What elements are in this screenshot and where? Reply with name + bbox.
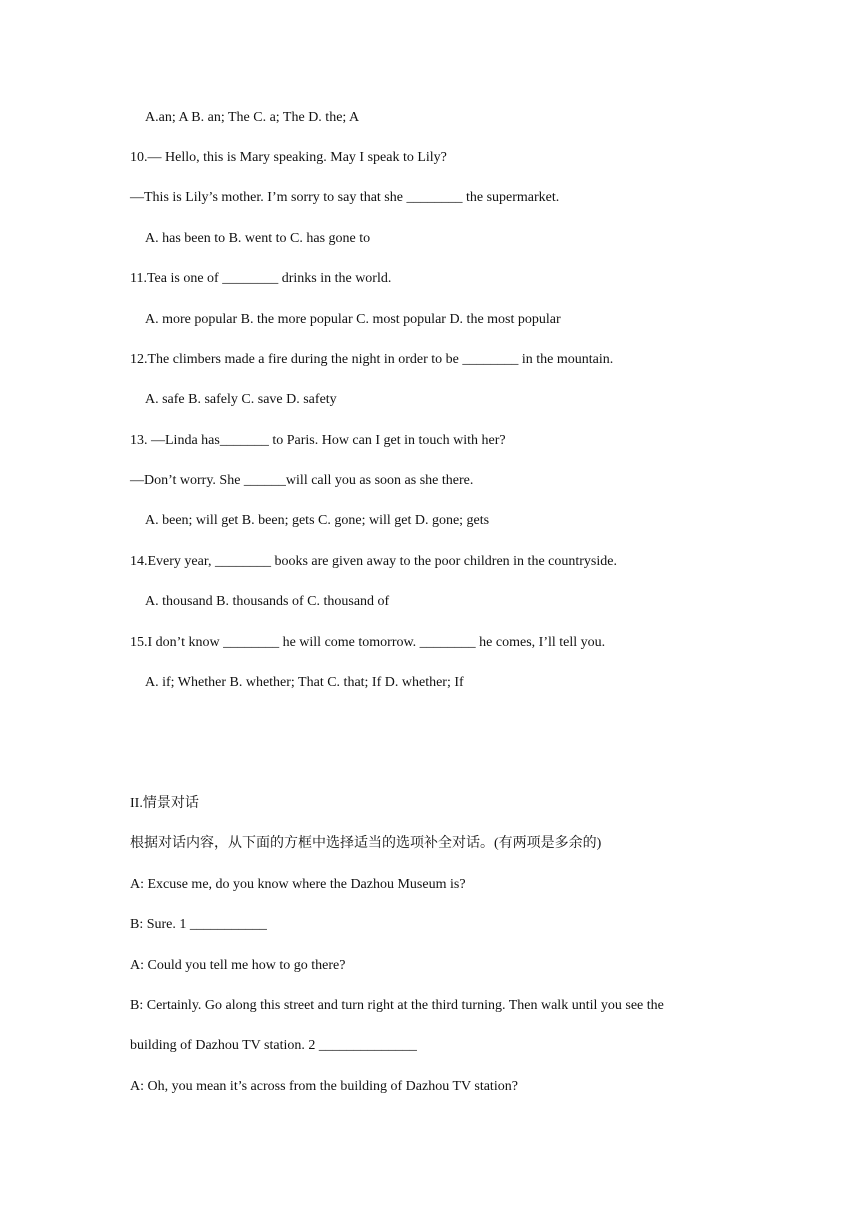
- answer-options-14: A. thousand B. thousands of C. thousand of: [145, 594, 390, 609]
- answer-options-13: A. been; will get B. been; gets C. gone; will get D. gone; gets: [145, 513, 490, 528]
- dialogue-line-6: A: Oh, you mean it’s across from the building of Dazhou TV station?: [130, 1079, 518, 1094]
- answer-options-11: A. more popular B. the more popular C. most popular D. the most popular: [145, 312, 561, 327]
- question-15: 15.I don’t know ________ he will come tomorrow. ________ he comes, I’ll tell you.: [130, 635, 606, 650]
- answer-options-10: A. has been to B. went to C. has gone to: [145, 231, 371, 246]
- question-12: 12.The climbers made a fire during the night in order to be ________ in the mountain.: [130, 352, 614, 367]
- question-13-line-1: 13. —Linda has_______ to Paris. How can I get in touch with her?: [130, 433, 506, 448]
- question-14: 14.Every year, ________ books are given away to the poor children in the countryside.: [130, 554, 617, 569]
- question-10-line-1: 10.— Hello, this is Mary speaking. May I speak to Lily?: [130, 150, 447, 165]
- section-instructions: 根据对话内容，从下面的方框中选择适当的选项补全对话。(有两项是多余的): [130, 836, 602, 851]
- answer-options-12: A. safe B. safely C. save D. safety: [145, 392, 337, 407]
- answer-options-15: A. if; Whether B. whether; That C. that; If D. whether; If: [145, 675, 464, 690]
- dialogue-line-4: B: Certainly. Go along this street and turn right at the third turning. Then walk until you see the: [130, 998, 664, 1013]
- question-10-line-2: —This is Lily’s mother. I’m sorry to say that she ________ the supermarket.: [130, 190, 560, 205]
- section-heading: II.情景对话: [130, 796, 199, 811]
- question-11: 11.Tea is one of ________ drinks in the world.: [130, 271, 392, 286]
- answer-options-9: A.an; A B. an; The C. a; The D. the; A: [145, 110, 360, 125]
- dialogue-line-2: B: Sure. 1 ___________: [130, 917, 267, 932]
- question-13-line-2: —Don’t worry. She ______will call you as soon as she there.: [130, 473, 474, 488]
- dialogue-line-1: A: Excuse me, do you know where the Dazhou Museum is?: [130, 877, 466, 892]
- dialogue-line-3: A: Could you tell me how to go there?: [130, 958, 346, 973]
- dialogue-line-5: building of Dazhou TV station. 2 ______________: [130, 1038, 417, 1053]
